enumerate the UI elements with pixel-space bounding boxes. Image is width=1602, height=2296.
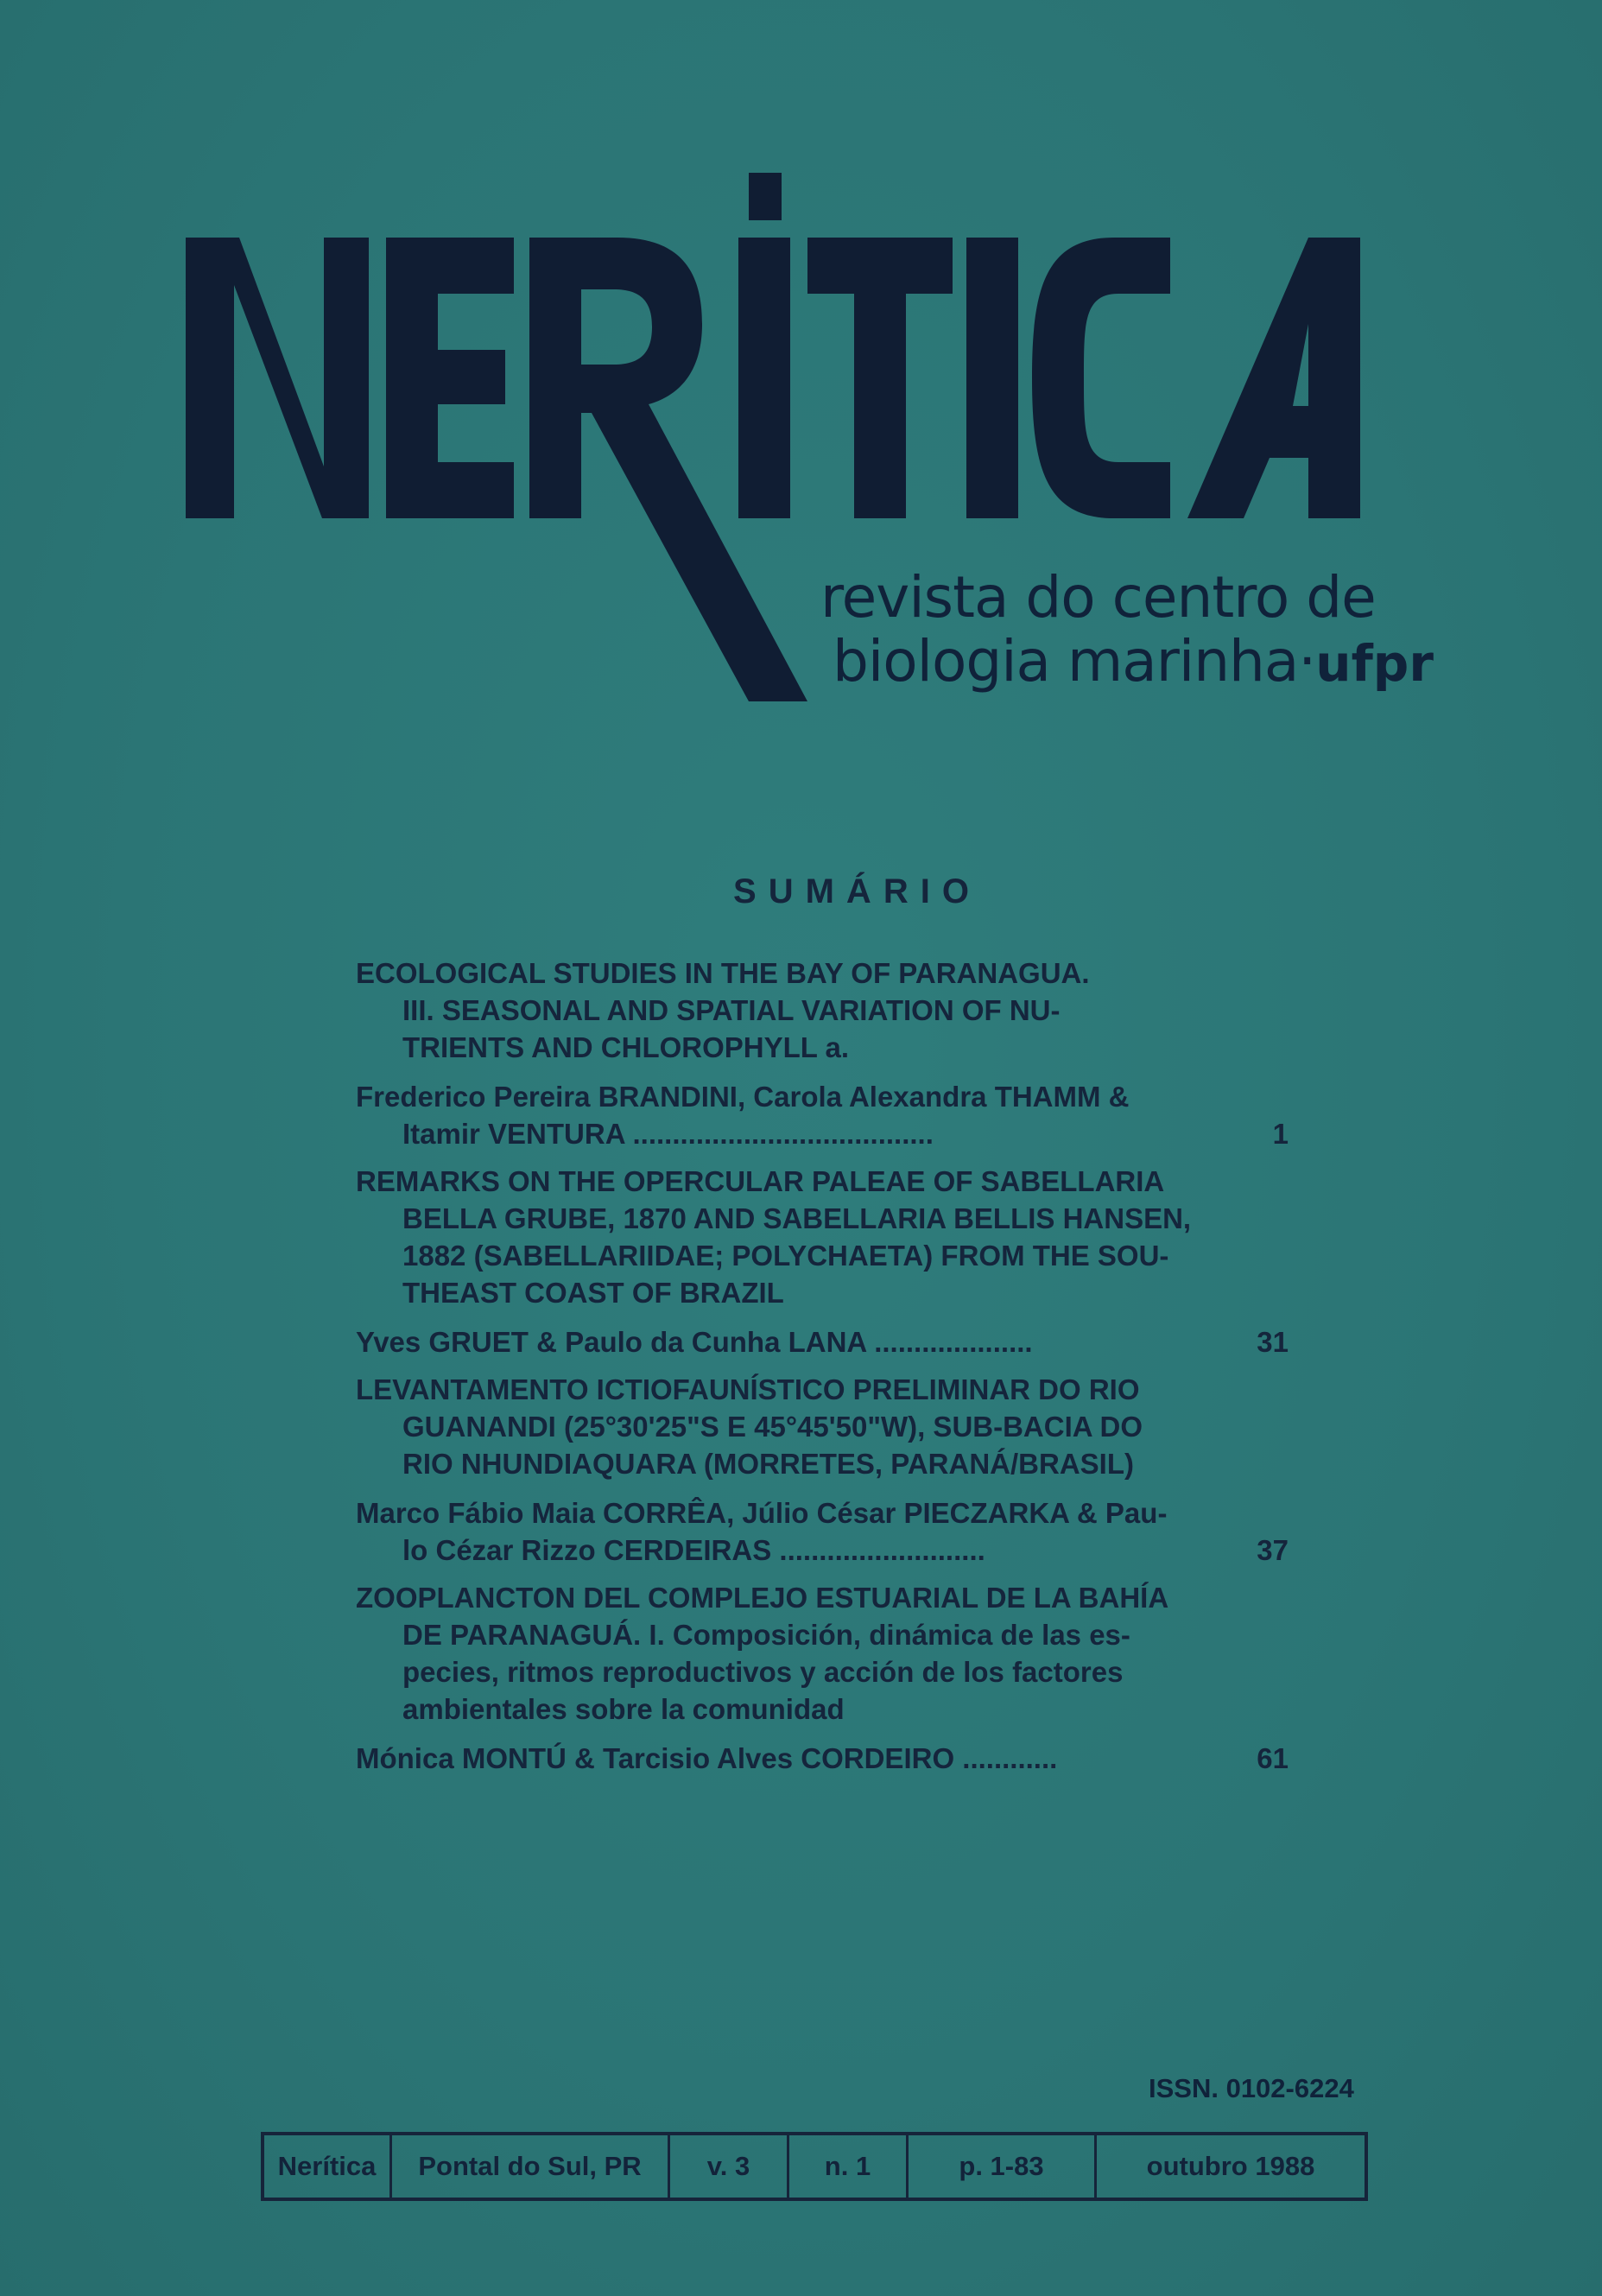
authors-line: Itamir VENTURA ...................................... <box>402 1118 934 1150</box>
article-title <box>356 1579 1289 1728</box>
title-line: LEVANTAMENTO ICTIOFAUNÍSTICO PRELIMINAR DO RIO <box>356 1373 1140 1405</box>
title-line: III. SEASONAL AND SPATIAL VARIATION OF NU- <box>402 994 1061 1026</box>
authors-text <box>356 1494 1218 1569</box>
title-line: pecies, ritmos reproductivos y acción de los factores <box>402 1656 1124 1688</box>
footer-volume: v. 3 <box>670 2135 789 2198</box>
article-title <box>356 1163 1289 1311</box>
page-number: 61 <box>1257 1742 1289 1774</box>
page-number: 31 <box>1257 1326 1289 1358</box>
footer-pages: p. 1-83 <box>909 2135 1097 2198</box>
article-title <box>356 1371 1289 1482</box>
table-of-contents <box>356 955 1289 1787</box>
tagline-ufpr: ufpr <box>1315 634 1434 693</box>
article-title <box>356 955 1289 1066</box>
title-line: REMARKS ON THE OPERCULAR PALEAE OF SABELLARIA <box>356 1165 1165 1197</box>
toc-entry[interactable] <box>356 1163 1289 1360</box>
footer-date: outubro 1988 <box>1146 2151 1315 2181</box>
toc-entry[interactable] <box>356 955 1289 1152</box>
authors-line: lo Cézar Rizzo CERDEIRAS .......................... <box>402 1534 985 1566</box>
toc-entry[interactable] <box>356 1371 1289 1569</box>
title-line: ambientales sobre la comunidad <box>402 1693 845 1725</box>
article-authors <box>356 1323 1289 1360</box>
title-line: TRIENTS AND CHLOROPHYLL a. <box>402 1031 850 1063</box>
authors-line: Mónica MONTÚ & Tarcisio Alves CORDEIRO ............ <box>356 1742 1058 1774</box>
title-line: 1882 (SABELLARIIDAE; POLYCHAETA) FROM THE SOU- <box>402 1240 1169 1272</box>
authors-text <box>356 1740 1218 1777</box>
footer-journal: Nerítica <box>264 2135 392 2198</box>
authors-text <box>356 1078 1218 1152</box>
article-authors <box>356 1740 1289 1777</box>
page-number: 1 <box>1272 1118 1289 1150</box>
authors-line: Yves GRUET & Paulo da Cunha LANA .................... <box>356 1326 1033 1358</box>
article-authors <box>356 1078 1289 1152</box>
title-line: ECOLOGICAL STUDIES IN THE BAY OF PARANAGUA. <box>356 957 1090 989</box>
summary-heading: SUMÁRIO <box>733 872 981 910</box>
title-line: THEAST COAST OF BRAZIL <box>402 1277 784 1309</box>
title-line: DE PARANAGUÁ. I. Composición, dinámica de las es- <box>402 1619 1130 1651</box>
article-authors <box>356 1494 1289 1569</box>
authors-text <box>356 1323 1218 1360</box>
title-line: BELLA GRUBE, 1870 AND SABELLARIA BELLIS HANSEN, <box>402 1202 1192 1234</box>
toc-entry[interactable] <box>356 1579 1289 1777</box>
authors-line: Marco Fábio Maia CORRÊA, Júlio César PIECZARKA & Pau- <box>356 1497 1168 1529</box>
title-line: GUANANDI (25°30'25"S E 45°45'50"W), SUB-BACIA DO <box>402 1411 1143 1443</box>
title-line: RIO NHUNDIAQUARA (MORRETES, PARANÁ/BRASIL) <box>402 1448 1134 1480</box>
footer-place: Pontal do Sul, PR <box>392 2135 670 2198</box>
issn-number: ISSN. 0102-6224 <box>1149 2073 1354 2103</box>
tagline-text: biologia marinha· <box>833 628 1316 695</box>
footer-number: n. 1 <box>789 2135 909 2198</box>
publication-info-bar <box>261 2132 1368 2201</box>
page-number: 37 <box>1257 1534 1289 1566</box>
tagline-line-1: revista do centro de <box>820 564 1376 631</box>
title-line: ZOOPLANCTON DEL COMPLEJO ESTUARIAL DE LA BAHÍA <box>356 1582 1169 1614</box>
authors-line: Frederico Pereira BRANDINI, Carola Alexandra THAMM & <box>356 1081 1130 1113</box>
tagline-line-2 <box>812 630 1468 695</box>
journal-tagline <box>812 566 1468 695</box>
